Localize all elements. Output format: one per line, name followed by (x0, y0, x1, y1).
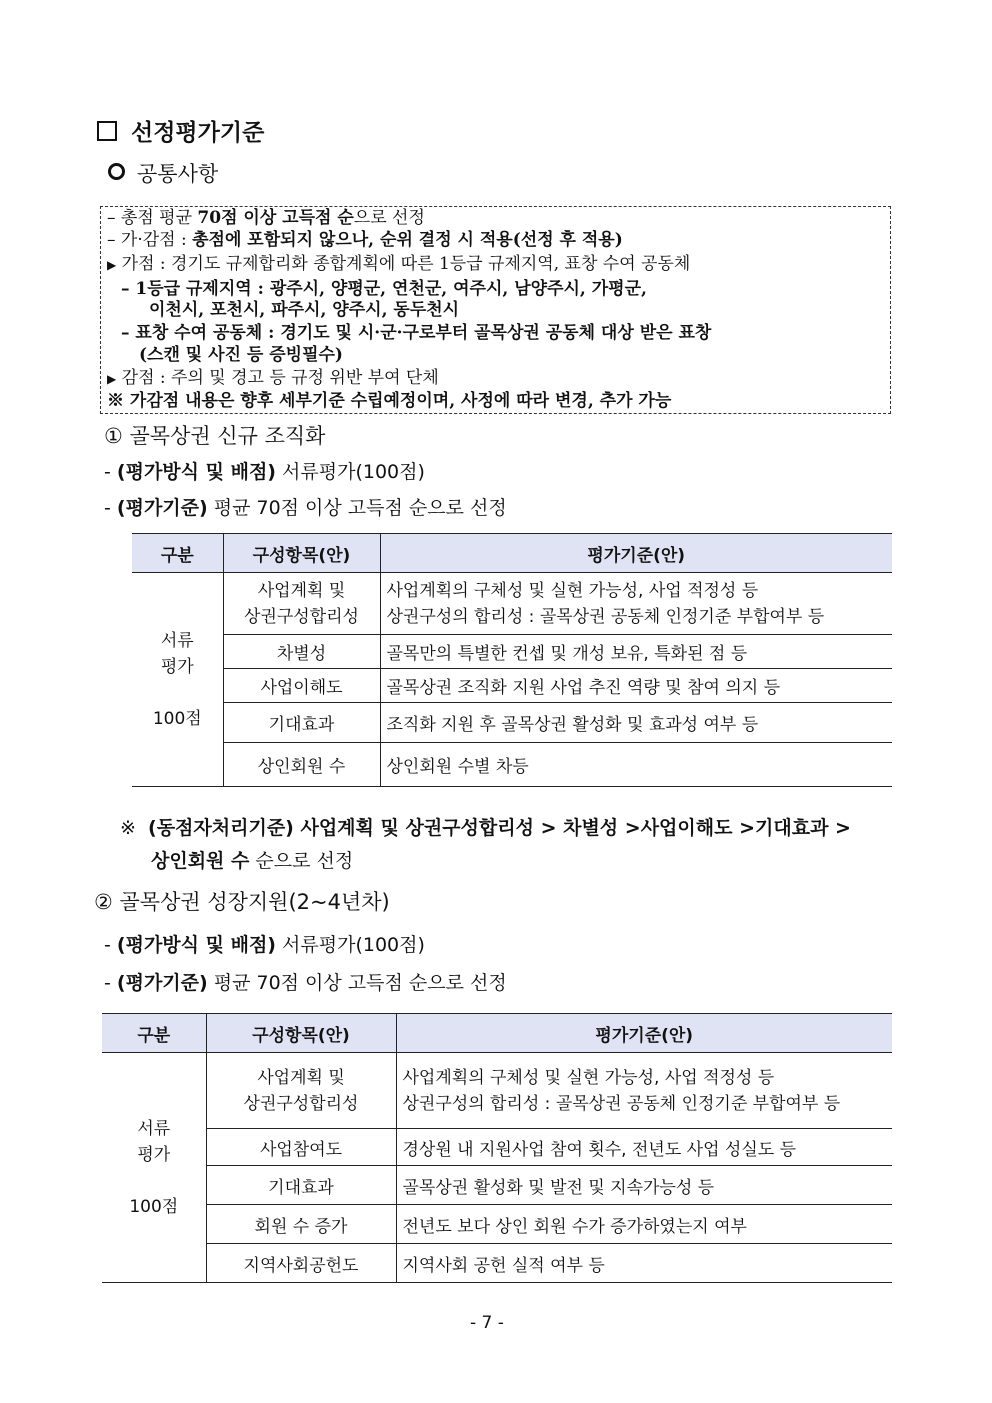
circle-bullet-icon (108, 163, 125, 180)
common-line: ▶ 가점 : 경기도 규제합리화 종합계획에 따른 1등급 규제지역, 표창 수여 공동체 (107, 254, 691, 274)
criteria-cell: 골목만의 특별한 컨셉 및 개성 보유, 특화된 점 등 (380, 635, 892, 669)
section2-title: ② 골목상권 성장지원(2~4년차) (94, 890, 390, 914)
common-criteria-box (100, 206, 891, 414)
section1-method: - (평가방식 및 배점) 서류평가(100점) (104, 461, 425, 483)
criteria-cell: 사업계획의 구체성 및 실현 가능성, 사업 적정성 등 상권구성의 합리성 : 골목상권 공동체 인정기준 부합여부 등 (380, 573, 892, 635)
table-row (102, 1166, 892, 1205)
criteria-cell: 골목상권 활성화 및 발전 및 지속가능성 등 (396, 1166, 892, 1205)
header-category: 구분 (132, 534, 223, 573)
table-row (132, 669, 892, 703)
page-number: - 7 - (470, 1313, 504, 1333)
common-line: 이천시, 포천시, 파주시, 양주시, 동두천시 (149, 300, 460, 320)
item-cell: 사업이해도 (223, 669, 380, 703)
table-row (132, 743, 892, 787)
section2-criteria: - (평가기준) 평균 70점 이상 고득점 순으로 선정 (104, 972, 507, 994)
item-cell: 사업참여도 (206, 1129, 396, 1166)
common-line: – 가·감점 : 총점에 포함되지 않으나, 순위 결정 시 적용(선정 후 적용) (107, 230, 623, 250)
category-cell: 서류 평가 100점 (132, 573, 223, 787)
criteria-cell: 상인회원 수별 차등 (380, 743, 892, 787)
header-category: 구분 (102, 1014, 206, 1053)
common-line: – 표창 수여 공동체 : 경기도 및 시·군·구로부터 골목상권 공동체 대상 받은 표창 (121, 323, 712, 343)
criteria-cell: 사업계획의 구체성 및 실현 가능성, 사업 적정성 등 상권구성의 합리성 : 골목상권 공동체 인정기준 부합여부 등 (396, 1053, 892, 1129)
item-cell: 기대효과 (206, 1166, 396, 1205)
criteria-cell: 경상원 내 지원사업 참여 횟수, 전년도 사업 성실도 등 (396, 1129, 892, 1166)
table-header-row (132, 534, 892, 573)
item-cell: 사업계획 및 상권구성합리성 (223, 573, 380, 635)
common-line: – 총점 평균 70점 이상 고득점 순으로 선정 (107, 208, 425, 228)
common-line: (스캔 및 사진 등 증빙필수) (139, 345, 343, 365)
item-cell: 기대효과 (223, 703, 380, 743)
header-criteria: 평가기준(안) (396, 1014, 892, 1053)
table-row (132, 635, 892, 669)
table-row (102, 1205, 892, 1244)
section2-table (102, 1013, 892, 1283)
header-item: 구성항목(안) (206, 1014, 396, 1053)
common-line: – 1등급 규제지역 : 광주시, 양평군, 연천군, 여주시, 남양주시, 가평군, (121, 279, 647, 299)
category-cell: 서류 평가 100점 (102, 1053, 206, 1283)
triangle-bullet-icon: ▶ (107, 372, 117, 386)
subheading: 공통사항 (108, 158, 218, 188)
triangle-bullet-icon: ▶ (107, 258, 117, 272)
item-cell: 지역사회공헌도 (206, 1244, 396, 1283)
header-item: 구성항목(안) (223, 534, 380, 573)
table-row (102, 1129, 892, 1166)
section1-table (132, 533, 892, 787)
item-cell: 회원 수 증가 (206, 1205, 396, 1244)
tiebreak-note: ※ (동점자처리기준) 사업계획 및 상권구성합리성 > 차별성 >사업이해도 >기대효과 > 상인회원 수 순으로 선정 (120, 817, 851, 872)
criteria-cell: 조직화 지원 후 골목상권 활성화 및 효과성 여부 등 (380, 703, 892, 743)
table-row (132, 703, 892, 743)
table-row (132, 573, 892, 635)
table-row (102, 1053, 892, 1129)
page-title: 선정평가기준 (97, 114, 264, 147)
criteria-cell: 골목상권 조직화 지원 사업 추진 역량 및 참여 의지 등 (380, 669, 892, 703)
common-line: ▶ 감점 : 주의 및 경고 등 규정 위반 부여 단체 (107, 368, 439, 388)
common-line: ※ 가감점 내용은 향후 세부기준 수립예정이며, 사정에 따라 변경, 추가 가능 (107, 391, 672, 411)
section2-method: - (평가방식 및 배점) 서류평가(100점) (104, 934, 425, 956)
section1-title: ① 골목상권 신규 조직화 (104, 424, 326, 448)
item-cell: 차별성 (223, 635, 380, 669)
section1-criteria: - (평가기준) 평균 70점 이상 고득점 순으로 선정 (104, 497, 507, 519)
square-bullet-icon (97, 121, 117, 141)
criteria-cell: 지역사회 공헌 실적 여부 등 (396, 1244, 892, 1283)
criteria-cell: 전년도 보다 상인 회원 수가 증가하였는지 여부 (396, 1205, 892, 1244)
item-cell: 상인회원 수 (223, 743, 380, 787)
table-header-row (102, 1014, 892, 1053)
header-criteria: 평가기준(안) (380, 534, 892, 573)
item-cell: 사업계획 및 상권구성합리성 (206, 1053, 396, 1129)
table-row (102, 1244, 892, 1283)
